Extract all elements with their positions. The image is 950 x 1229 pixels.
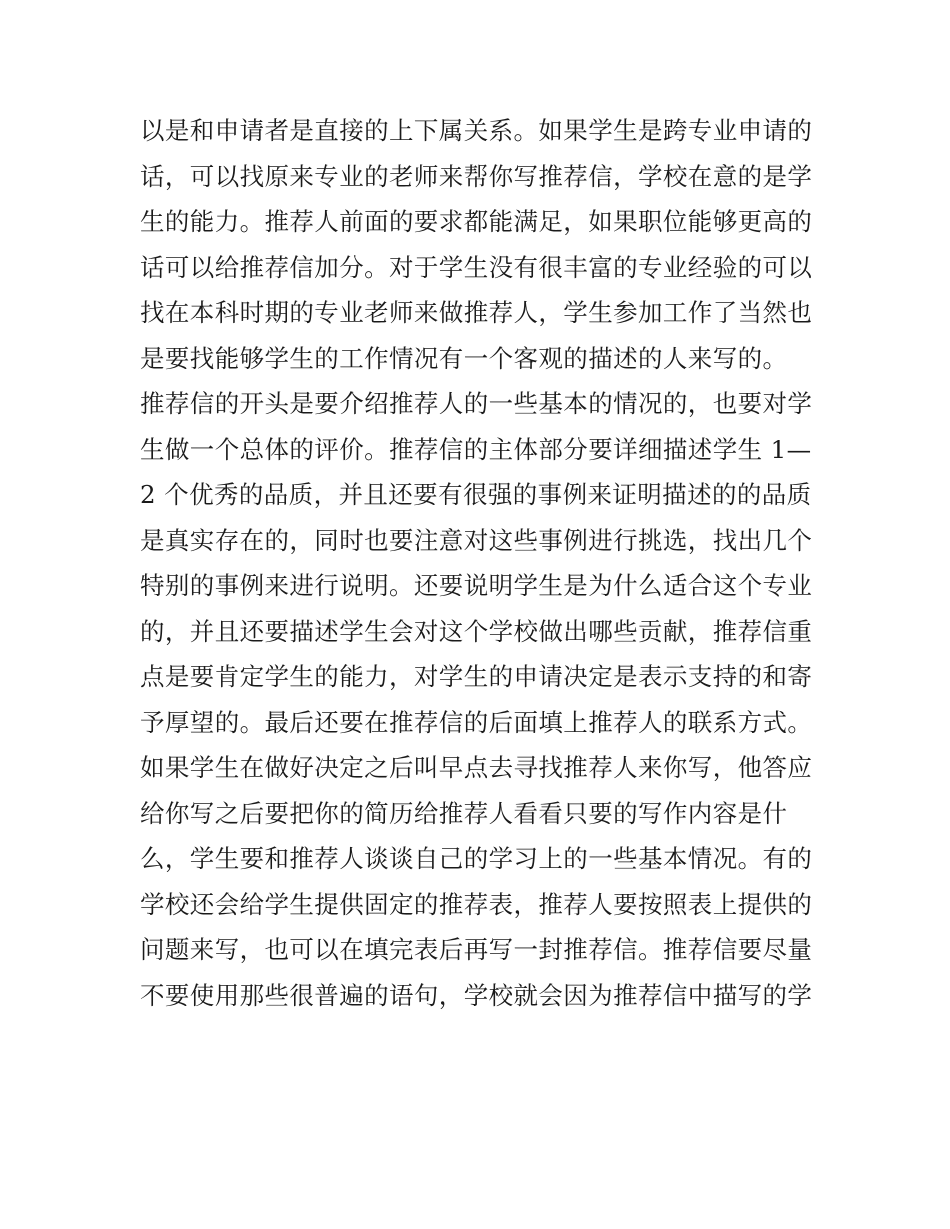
text-line-14: 予厚望的。最后还要在推荐信的后面填上推荐人的联系方式。 <box>140 707 813 737</box>
document-body <box>140 108 814 1018</box>
text-line-2: 话，可以找原来专业的老师来帮你写推荐信，学校在意的是学 <box>140 161 813 191</box>
text-line-7: 推荐信的开头是要介绍推荐人的一些基本的情况的，也要对学 <box>140 389 813 418</box>
text-line-15: 如果学生在做好决定之后叫早点去寻找推荐人来你写，他答应 <box>140 753 813 782</box>
text-line-20: 不要使用那些很普遍的语句，学校就会因为推荐信中描写的学 <box>140 980 813 1010</box>
text-line-9: 2 个优秀的品质，并且还要有很强的事例来证明描述的的品质 <box>140 480 812 509</box>
text-line-3: 生的能力。推荐人前面的要求都能满足，如果职位能够更高的 <box>140 207 813 236</box>
text-line-13: 点是要肯定学生的能力，对学生的申请决定是表示支持的和寄 <box>140 662 813 691</box>
text-line-11: 特别的事例来进行说明。还要说明学生是为什么适合这个专业 <box>140 571 813 600</box>
text-line-17: 么，学生要和推荐人谈谈自己的学习上的一些基本情况。有的 <box>140 844 813 873</box>
text-line-4: 话可以给推荐信加分。对于学生没有很丰富的专业经验的可以 <box>140 252 813 282</box>
text-line-1: 以是和申请者是直接的上下属关系。如果学生是跨专业申请的 <box>140 116 813 145</box>
text-line-12: 的，并且还要描述学生会对这个学校做出哪些贡献，推荐信重 <box>140 616 813 646</box>
text-line-10: 是真实存在的，同时也要注意对这些事例进行挑选，找出几个 <box>140 525 813 555</box>
text-line-19: 问题来写，也可以在填完表后再写一封推荐信。推荐信要尽量 <box>140 935 813 964</box>
text-line-18: 学校还会给学生提供固定的推荐表，推荐人要按照表上提供的 <box>140 889 813 919</box>
text-line-8: 生做一个总体的评价。推荐信的主体部分要详细描述学生 1— <box>140 434 812 464</box>
text-line-6: 是要找能够学生的工作情况有一个客观的描述的人来写的。 <box>140 343 788 373</box>
text-line-16: 给你写之后要把你的简历给推荐人看看只要的写作内容是什 <box>140 798 788 828</box>
text-line-5: 找在本科时期的专业老师来做推荐人，学生参加工作了当然也 <box>140 298 813 327</box>
